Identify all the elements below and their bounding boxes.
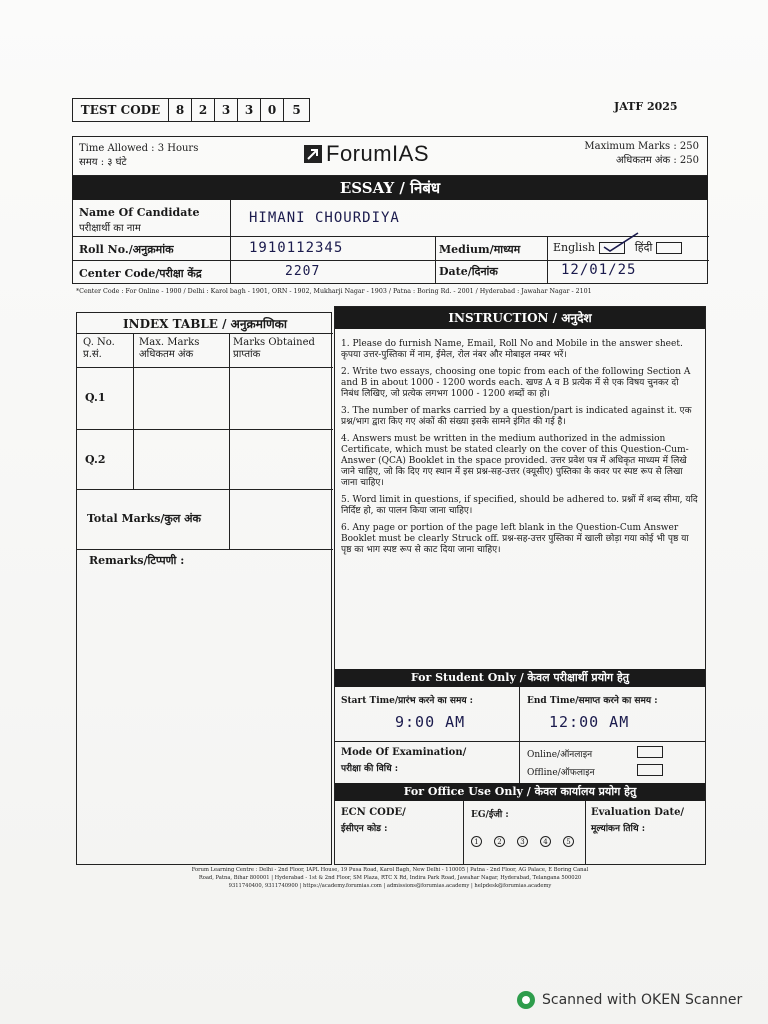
index-table xyxy=(76,312,332,865)
medium-options xyxy=(553,240,682,255)
test-code-digit: 3 xyxy=(215,99,238,121)
office-only-bar: For Office Use Only / केवल कार्यालय प्रयोग हेतु xyxy=(335,783,705,801)
eg-option[interactable]: 5 xyxy=(563,836,574,847)
max-marks-hi: अधिकतम अंक : 250 xyxy=(615,155,699,166)
time-section xyxy=(335,687,705,741)
marks-obtained-header-hi: प्राप्तांक xyxy=(233,349,261,360)
candidate-details xyxy=(72,200,708,284)
mode-label-hi: परीक्षा की विधि : xyxy=(341,764,399,774)
offline-checkbox[interactable] xyxy=(637,764,663,776)
eval-date-label: Evaluation Date/ xyxy=(591,807,685,818)
eg-label: EG/ईजी : xyxy=(471,810,509,820)
check-mark-icon xyxy=(602,229,642,253)
start-time-label: Start Time/प्रारंभ करने का समय : xyxy=(341,696,474,706)
student-only-bar: For Student Only / केवल परीक्षार्थी प्रयोग हेतु xyxy=(335,669,705,687)
eval-date-label-hi: मूल्यांकन तिथि : xyxy=(591,824,646,834)
max-marks: Maximum Marks : 250 xyxy=(584,141,699,152)
name-label: Name Of Candidate xyxy=(79,206,200,219)
instruction-item: 1. Please do furnish Name, Email, Roll No and Mobile in the answer sheet. कृपया उत्तर-पुस्तिका में नाम, ईमेल, रोल नंबर और मोबाइल नम्बर भरें। xyxy=(341,339,683,360)
end-time-label: End Time/समाप्त करने का समय : xyxy=(527,696,658,706)
eg-option[interactable]: 3 xyxy=(517,836,528,847)
instruction-item: 6. Any page or portion of the page left blank in the Question-Cum Answer Booklet must be clearly Struck off. प्रश्न-सह-उत्तर पुस्तिका में खाली छोड़ा गया कोई भी पृष्ठ या पृष्ठ का भाग स्पष्ट रूप से काट दिया जाना चाहिए। xyxy=(341,523,689,555)
offline-label: Offline/ऑफलाइन xyxy=(527,768,595,778)
eg-options xyxy=(471,829,586,848)
instruction-item: 2. Write two essays, choosing one topic from each of the following Section A and B in about 1000 - 1200 words each. खण्ड A व B प्रत्येक में से एक विषय चुनकर दो निबंध लिखिए, जो प्रत्येक लगभग 1000 - 1200 शब्दों का हो। xyxy=(341,367,691,399)
instruction-list xyxy=(335,329,705,669)
max-marks-header-hi: अधिकतम अंक xyxy=(139,349,194,360)
essay-title-bar: ESSAY / निबंध xyxy=(72,176,708,200)
logo-arrow-icon xyxy=(303,144,323,164)
date-label: Date/दिनांक xyxy=(439,265,498,278)
center-code-note: *Center Code : For Online - 1900 / Delhi : Karol bagh - 1901, ORN - 1902, Mukharji Nagar - 1903 / Patna : Boring Rd. - 2001 / Hyderabad : Jawahar Nagar - 2101 xyxy=(76,288,592,295)
footer-line: 9311740400, 9311740900 | https://academy.forumias.com | admissions@forumias.academy | helpdesk@forumias.academy xyxy=(228,883,552,889)
forumias-logo xyxy=(303,141,429,167)
scanner-text: Scanned with OKEN Scanner xyxy=(542,992,743,1008)
test-code-digit: 5 xyxy=(292,103,301,117)
q1-label: Q.1 xyxy=(85,391,106,404)
max-marks-header: Max. Marks xyxy=(139,337,200,348)
office-section xyxy=(335,801,705,864)
eg-option[interactable]: 1 xyxy=(471,836,482,847)
roll-label: Roll No./अनुक्रमांक xyxy=(79,243,174,256)
end-time-value[interactable]: 12:00 AM xyxy=(549,713,630,731)
mode-section xyxy=(335,741,705,783)
time-allowed: Time Allowed : 3 Hours xyxy=(79,143,199,154)
test-code-label: TEST CODE xyxy=(73,99,169,121)
eg-option[interactable]: 2 xyxy=(494,836,505,847)
test-code-digit: 2 xyxy=(192,99,215,121)
instruction-title: INSTRUCTION / अनुदेश xyxy=(335,307,705,329)
online-checkbox[interactable] xyxy=(637,746,663,758)
scanner-logo-icon xyxy=(516,990,536,1010)
center-label: Center Code/परीक्षा केंद्र xyxy=(79,267,202,280)
ecn-label-hi: ईसीएन कोड : xyxy=(341,824,388,834)
footer xyxy=(150,866,630,890)
online-label: Online/ऑनलाइन xyxy=(527,750,593,760)
medium-hindi-label: हिंदी xyxy=(634,241,653,254)
roll-number[interactable]: 1910112345 xyxy=(249,240,344,256)
marks-obtained-header: Marks Obtained xyxy=(233,337,315,348)
instruction-item: 3. The number of marks carried by a question/part is indicated against it. एक प्रश्न/भाग द्वारा किए गए अंकों की संख्या इसके सामने इंगित की गई है। xyxy=(341,406,692,427)
qno-header: Q. No. xyxy=(83,337,115,348)
test-code-digit: 3 xyxy=(238,99,261,121)
test-code-digit: 8 xyxy=(169,99,192,121)
test-code-box xyxy=(72,98,310,122)
footer-line: Forum Learning Centre : Delhi - 2nd Floor, IAPL House, 19 Pusa Road, Karol Bagh, New Delhi - 110005 | Patna - 2nd Floor, AG Palace, E Boring Canal xyxy=(191,867,589,873)
remarks-label: Remarks/टिप्पणी : xyxy=(89,554,185,567)
instruction-panel xyxy=(334,306,706,865)
center-code[interactable]: 2207 xyxy=(285,264,321,279)
mode-label: Mode Of Examination/ xyxy=(341,747,467,758)
qno-header-hi: प्र.सं. xyxy=(83,349,102,360)
instruction-item: 4. Answers must be written in the medium authorized in the admission Certificate, which must be stated clearly on the cover of this Question-Cum-Answer (QCA) Booklet in the space provided. उत्तर प्रवेश पत्र में अधिकृत माध्यम में लिखे जाने चाहिए, जो कि दिए गए स्थान में इस प्रश्न-सह-उत्तर (क्यूसीए) पुस्तिका के कवर पर स्पष्ट रूप से लिखा जाना चाहिए। xyxy=(341,434,689,488)
scanner-watermark xyxy=(516,990,742,1010)
batch-code: JATF 2025 xyxy=(614,100,678,113)
candidate-name[interactable]: HIMANI CHOURDIYA xyxy=(249,210,400,226)
date-value[interactable]: 12/01/25 xyxy=(561,262,637,278)
footer-line: Road, Patna, Bihar 800001 | Hyderabad - 1st & 2nd Floor, SM Plaza, RTC X Rd, Indira Park Road, Jawahar Nagar, Hyderabad, Telangana 500020 xyxy=(198,875,582,881)
name-label-hi: परीक्षार्थी का नाम xyxy=(79,223,141,234)
instruction-item: 5. Word limit in questions, if specified, should be adhered to. प्रश्नों में शब्द सीमा, यदि निर्दिष्ट हो, का पालन किया जाना चाहिए। xyxy=(341,495,698,516)
english-checkbox[interactable] xyxy=(599,242,625,254)
test-code-digit: 0 xyxy=(261,99,284,121)
header-box xyxy=(72,136,708,176)
logo-text: ForumIAS xyxy=(326,141,430,166)
hindi-checkbox[interactable] xyxy=(656,242,682,254)
ecn-label: ECN CODE/ xyxy=(341,807,406,818)
eg-option[interactable]: 4 xyxy=(540,836,551,847)
medium-english-label: English xyxy=(553,241,595,254)
start-time-value[interactable]: 9:00 AM xyxy=(395,713,466,731)
index-table-title: INDEX TABLE / अनुक्रमणिका xyxy=(122,317,287,331)
medium-label: Medium/माध्यम xyxy=(439,243,521,256)
q2-label: Q.2 xyxy=(85,453,106,466)
time-allowed-hi: समय : ३ घंटे xyxy=(79,157,127,168)
total-marks-label: Total Marks/कुल अंक xyxy=(87,512,201,525)
